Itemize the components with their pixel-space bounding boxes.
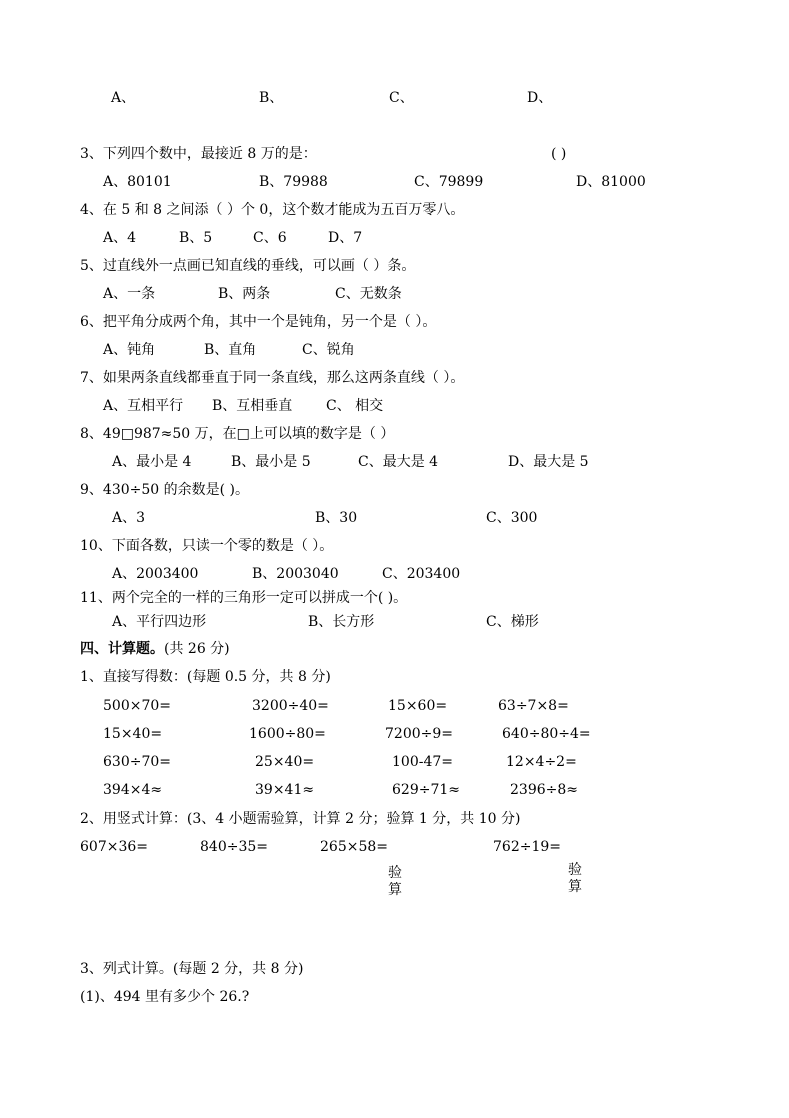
q6-option-c: C、锐角 [302,342,355,358]
q3-stem: 3、下列四个数中，最接近 8 万的是： [80,146,317,162]
q4-option-a: A、4 [103,230,137,246]
q8-option-a: A、最小是 4 [112,454,192,470]
top-option-d: D、 [527,90,553,106]
q9-option-b: B、30 [315,510,358,526]
q6-option-b: B、直角 [204,342,257,358]
calc1-item: 12×4÷2= [506,754,577,770]
calc3-item-1: (1)、494 里有多少个 26.? [80,989,250,1005]
q8-option-c: C、最大是 4 [358,454,439,470]
calc1-item: 1600÷80= [249,726,326,742]
q3-option-a: A、80101 [103,174,172,190]
q10-option-c: C、203400 [382,566,461,582]
calc1-stem: 1、直接写得数：(每题 0.5 分，共 8 分) [80,669,331,685]
q3-option-c: C、79899 [414,174,484,190]
calc1-item: 39×41≈ [255,782,315,798]
q6-option-a: A、钝角 [103,342,156,358]
q6-stem: 6、把平角分成两个角，其中一个是钝角，另一个是（ ）。 [80,314,437,330]
q7-option-c: C、 相交 [326,398,384,414]
q9-stem: 9、430÷50 的余数是( )。 [80,482,249,498]
calc1-item: 3200÷40= [252,698,329,714]
q3-option-d: D、81000 [576,174,646,190]
q11-option-a: A、平行四边形 [112,614,207,630]
q4-option-b: B、5 [179,230,213,246]
section-points: (共 26 分) [164,641,230,657]
calc1-item: 629÷71≈ [392,782,460,798]
calc2-problem: 607×36= [80,839,148,855]
q8-option-d: D、最大是 5 [508,454,589,470]
q3-option-b: B、79988 [259,174,328,190]
q5-option-c: C、无数条 [335,286,402,302]
q9-option-a: A、3 [112,510,146,526]
section-heading [80,640,230,658]
calc1-item: 7200÷9= [385,726,453,742]
q11-option-c: C、梯形 [486,614,539,630]
q8-stem: 8、49□987≈50 万，在□上可以填的数字是（ ） [80,426,395,442]
q7-option-a: A、互相平行 [103,398,184,414]
q11-option-b: B、长方形 [308,614,375,630]
q10-option-a: A、2003400 [112,566,199,582]
calc1-item: 2396÷8≈ [510,782,578,798]
section-title: 四、计算题。 [80,641,164,657]
q7-option-b: B、互相垂直 [212,398,293,414]
calc1-item: 630÷70= [103,754,171,770]
calc2-problem: 762÷19= [493,839,561,855]
calc1-item: 394×4≈ [103,782,163,798]
q5-stem: 5、过直线外一点画已知直线的垂线，可以画（ ）条。 [80,258,416,274]
check-label: 验算 [568,862,582,895]
calc3-stem: 3、列式计算。(每题 2 分，共 8 分) [80,961,304,977]
q10-option-b: B、2003040 [252,566,339,582]
top-option-c: C、 [389,90,414,106]
q11-stem: 11、两个完全的一样的三角形一定可以拼成一个( )。 [80,590,408,606]
q8-option-b: B、最小是 5 [231,454,311,470]
calc1-item: 640÷80÷4= [502,726,591,742]
check-label: 验算 [388,865,402,898]
calc2-stem: 2、用竖式计算：(3、4 小题需验算，计算 2 分；验算 1 分，共 10 分) [80,811,521,827]
q5-option-b: B、两条 [218,286,271,302]
top-option-a: A、 [111,90,136,106]
q5-option-a: A、一条 [103,286,156,302]
q4-option-c: C、6 [253,230,287,246]
q4-option-d: D、7 [328,230,363,246]
calc2-problem: 840÷35= [200,839,268,855]
calc1-item: 15×40= [103,726,163,742]
calc1-item: 63÷7×8= [498,698,569,714]
top-option-b: B、 [259,90,284,106]
calc1-item: 15×60= [388,698,448,714]
calc1-item: 500×70= [103,698,171,714]
calc1-item: 25×40= [255,754,315,770]
q4-stem: 4、在 5 和 8 之间添（ ）个 0，这个数才能成为五百万零八。 [80,202,465,218]
q3-answer-blank: ( ) [551,146,567,162]
calc1-item: 100-47= [392,754,453,770]
q7-stem: 7、如果两条直线都垂直于同一条直线，那么这两条直线（ ）。 [80,370,465,386]
q9-option-c: C、300 [486,510,538,526]
q10-stem: 10、下面各数，只读一个零的数是（ ）。 [80,538,334,554]
calc2-problem: 265×58= [320,839,388,855]
